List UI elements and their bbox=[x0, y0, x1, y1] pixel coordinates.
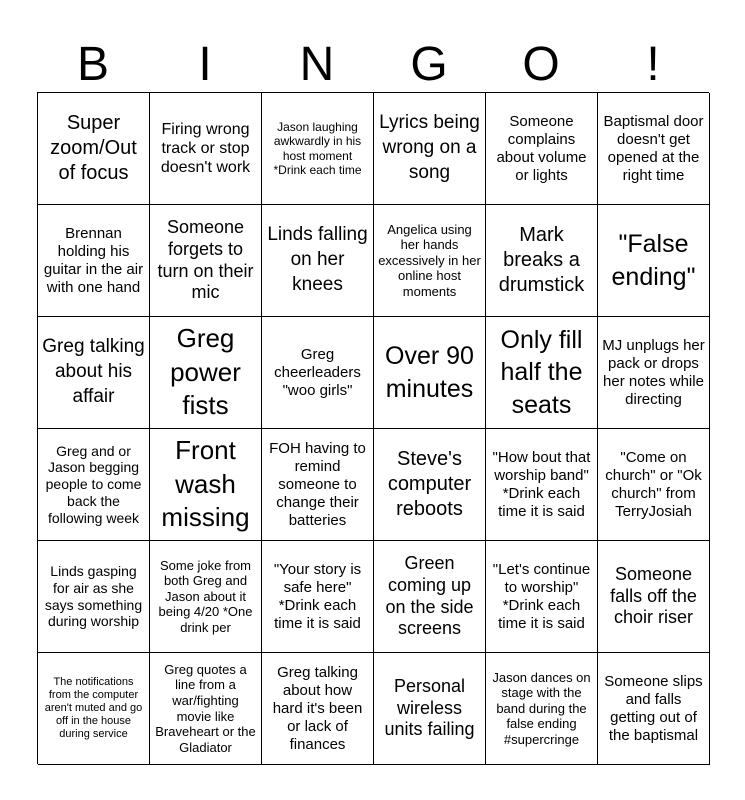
bingo-cell[interactable] bbox=[374, 541, 486, 653]
cell-text: Someone forgets to turn on their mic bbox=[157, 217, 254, 303]
bingo-cell[interactable] bbox=[486, 653, 598, 765]
bingo-cell[interactable] bbox=[374, 317, 486, 429]
cell-text: Baptismal door doesn't get opened at the right time bbox=[603, 112, 704, 184]
bingo-cell[interactable] bbox=[262, 541, 374, 653]
title-letter-n: N bbox=[299, 38, 335, 91]
cell-text: Super zoom/Out of focus bbox=[50, 112, 137, 184]
cell-text: Personal wireless units failing bbox=[384, 676, 475, 740]
cell-text: MJ unplugs her pack or drops her notes while directing bbox=[602, 336, 705, 408]
cell-text: Only fill half the seats bbox=[500, 325, 583, 419]
bingo-cell[interactable] bbox=[486, 205, 598, 317]
bingo-title bbox=[37, 38, 709, 92]
bingo-cell[interactable] bbox=[38, 317, 150, 429]
cell-text: Greg and or Jason begging people to come back the following week bbox=[45, 442, 142, 526]
title-letter-b: B bbox=[76, 38, 109, 91]
cell-text: Greg cheerleaders "woo girls" bbox=[274, 345, 361, 399]
cell-text: Over 90 minutes bbox=[385, 342, 474, 403]
cell-text: Brennan holding his guitar in the air with one hand bbox=[43, 224, 144, 296]
bingo-cell[interactable] bbox=[38, 429, 150, 541]
cell-text: Jason laughing awkwardly in his host moment *Drink each time bbox=[273, 119, 362, 177]
bingo-cell[interactable] bbox=[598, 93, 710, 205]
cell-text: Someone falls off the choir riser bbox=[610, 564, 697, 628]
bingo-cell[interactable] bbox=[150, 541, 262, 653]
cell-text: FOH having to remind someone to change their batteries bbox=[269, 439, 366, 529]
bingo-cell[interactable] bbox=[374, 205, 486, 317]
cell-text: The notifications from the computer aren't muted and go off in the house during service bbox=[44, 675, 143, 741]
cell-text: "How bout that worship band" *Drink each time it is said bbox=[492, 448, 591, 520]
bingo-cell[interactable] bbox=[486, 93, 598, 205]
bingo-cell[interactable] bbox=[262, 205, 374, 317]
bingo-cell[interactable] bbox=[598, 429, 710, 541]
cell-text: "False ending" bbox=[611, 230, 696, 291]
bingo-cell[interactable] bbox=[262, 317, 374, 429]
cell-text: Someone slips and falls getting out of the baptismal bbox=[604, 672, 703, 744]
cell-text: Mark breaks a drumstick bbox=[498, 224, 585, 296]
bingo-cell[interactable] bbox=[374, 93, 486, 205]
cell-text: Green coming up on the side screens bbox=[385, 553, 474, 639]
title-letter-i: I bbox=[198, 38, 212, 91]
cell-text: Greg talking about how hard it's been or lack of finances bbox=[272, 663, 363, 753]
cell-text: Angelica using her hands excessively in her online host moments bbox=[378, 221, 481, 299]
cell-text: Someone complains about volume or lights bbox=[496, 112, 587, 184]
bingo-grid bbox=[37, 92, 709, 764]
bingo-cell[interactable] bbox=[598, 205, 710, 317]
bingo-cell[interactable] bbox=[150, 93, 262, 205]
bingo-cell[interactable] bbox=[374, 653, 486, 765]
bingo-cell[interactable] bbox=[150, 653, 262, 765]
bingo-cell[interactable] bbox=[150, 205, 262, 317]
bingo-cell[interactable] bbox=[486, 429, 598, 541]
bingo-cell[interactable] bbox=[38, 541, 150, 653]
cell-text: Greg power fists bbox=[170, 322, 241, 421]
cell-text: Linds falling on her knees bbox=[267, 224, 368, 295]
cell-text: Greg talking about his affair bbox=[42, 336, 145, 407]
title-letter-g: G bbox=[410, 38, 448, 91]
bingo-cell[interactable] bbox=[150, 429, 262, 541]
cell-text: Front wash missing bbox=[161, 434, 250, 533]
cell-text: "Come on church" or "Ok church" from TerryJosiah bbox=[605, 448, 702, 520]
bingo-cell[interactable] bbox=[38, 653, 150, 765]
bingo-cell[interactable] bbox=[150, 317, 262, 429]
cell-text: Firing wrong track or stop doesn't work bbox=[160, 120, 251, 177]
bingo-cell[interactable] bbox=[262, 429, 374, 541]
cell-text: Greg quotes a line from a war/fighting movie like Braveheart or the Gladiator bbox=[155, 661, 256, 755]
cell-text: Some joke from both Greg and Jason about it being 4/20 *One drink per bbox=[158, 557, 253, 635]
bingo-cell[interactable] bbox=[262, 93, 374, 205]
cell-text: Jason dances on stage with the band during the false ending #supercringe bbox=[492, 669, 591, 747]
bingo-cell[interactable] bbox=[598, 653, 710, 765]
title-letter-exclaim: ! bbox=[646, 38, 660, 91]
cell-text: Steve's computer reboots bbox=[387, 448, 472, 520]
title-letter-o: O bbox=[522, 38, 560, 91]
bingo-cell[interactable] bbox=[486, 317, 598, 429]
bingo-cell[interactable] bbox=[374, 429, 486, 541]
cell-text: Lyrics being wrong on a song bbox=[379, 112, 480, 183]
cell-text: "Your story is safe here" *Drink each time it is said bbox=[273, 560, 362, 632]
bingo-cell[interactable] bbox=[598, 317, 710, 429]
cell-text: "Let's continue to worship" *Drink each time it is said bbox=[492, 560, 591, 632]
cell-text: Linds gasping for air as she says something during worship bbox=[44, 562, 143, 630]
bingo-cell[interactable] bbox=[262, 653, 374, 765]
bingo-cell[interactable] bbox=[486, 541, 598, 653]
bingo-cell[interactable] bbox=[38, 93, 150, 205]
bingo-cell[interactable] bbox=[38, 205, 150, 317]
bingo-cell[interactable] bbox=[598, 541, 710, 653]
